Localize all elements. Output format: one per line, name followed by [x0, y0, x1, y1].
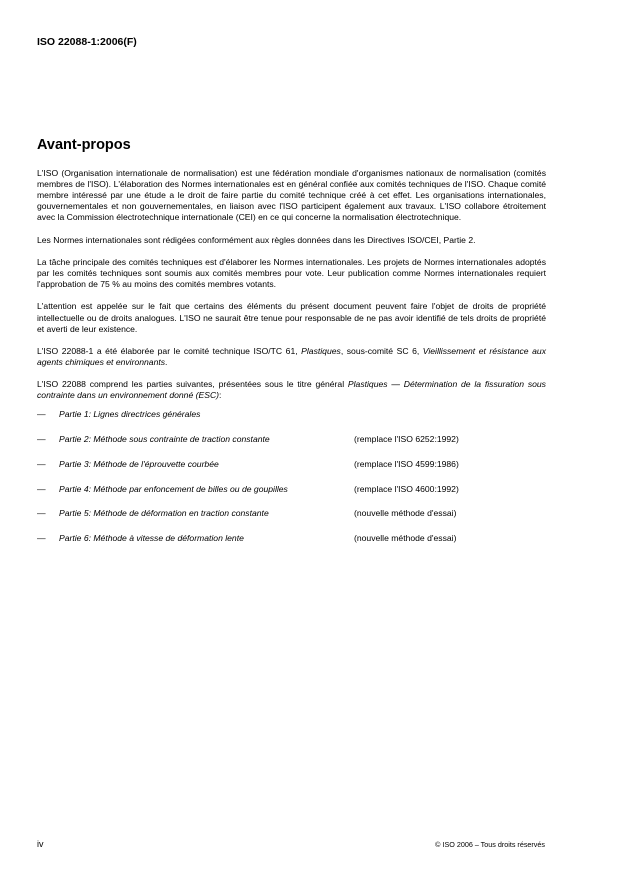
prepared-by-text: L'ISO 22088-1 a été élaborée par le comité technique ISO/TC 61, [37, 345, 302, 356]
list-dash: — [37, 532, 46, 543]
paragraph-patent-rights: L'attention est appelée sur le fait que certains des éléments du présent document peuvent faire l'objet de droits de propriété intellectuelle ou de droits analogues. L'ISO ne saurait être tenue pour responsable de ne pas avoir identifié de tels droits de propriété et averti de leur existence. [37, 301, 546, 334]
list-item [37, 508, 546, 520]
paragraph-prepared-by [37, 346, 546, 368]
subcommittee-name: Vieillissement et résistance aux agents chimiques et environnants [37, 345, 546, 367]
list-item [37, 409, 546, 421]
document-id: ISO 22088-1:2006(F) [37, 36, 137, 48]
copyright-notice: © ISO 2006 – Tous droits réservés [435, 840, 545, 849]
page-title: Avant-propos [37, 137, 131, 153]
subcommittee-text: , sous-comité SC 6, [340, 345, 423, 356]
paragraph-directives: Les Normes internationales sont rédigées conformément aux règles données dans les Directives ISO/CEI, Partie 2. [37, 234, 476, 245]
part-note: (remplace l'ISO 6252:1992) [354, 434, 459, 445]
paragraph-iso-organisation: L'ISO (Organisation internationale de normalisation) est une fédération mondiale d'organismes nationaux de normalisation (comités membres de l'ISO). L'élaboration des Normes internationales est en général confiée aux comités techniques de l'ISO. Chaque comité membre intéressé par une étude a le droit de faire partie du comité technique créé à cet effet. Les organisations internationales, gouvernementales et non gouvernementales, en liaison avec l'ISO participent également aux travaux. L'ISO collabore étroitement avec la Commission électrotechnique internationale (CEI) en ce qui concerne la normalisation électrotechnique. [37, 168, 546, 223]
list-item [37, 484, 546, 496]
parts-intro-end: : [219, 390, 222, 401]
paragraph-parts-intro [37, 379, 546, 401]
part-title: Partie 4: Méthode par enfoncement de billes ou de goupilles [59, 483, 288, 494]
part-note: (remplace l'ISO 4599:1986) [354, 458, 459, 469]
prepared-by-end: . [165, 356, 168, 367]
general-title: Plastiques — Détermination de la fissuration sous contrainte dans un environnement donné (ESC) [37, 379, 546, 401]
document-body [37, 168, 546, 558]
list-dash: — [37, 409, 46, 420]
parts-list [37, 409, 546, 544]
list-dash: — [37, 483, 46, 494]
committee-name: Plastiques [301, 345, 341, 356]
list-dash: — [37, 434, 46, 445]
list-item [37, 459, 546, 471]
part-note: (nouvelle méthode d'essai) [354, 508, 457, 519]
paragraph-technical-committees: La tâche principale des comités techniques est d'élaborer les Normes internationales. Les projets de Normes internationales adoptés par les comités techniques sont soumis aux comités membres pour vote. Leur publication comme Normes internationales requiert l'approbation de 75 % au moins des comités membres votants. [37, 256, 546, 290]
part-title: Partie 2: Méthode sous contrainte de traction constante [59, 434, 270, 445]
part-title: Partie 6: Méthode à vitesse de déformation lente [59, 532, 244, 543]
list-dash: — [37, 508, 46, 519]
list-item [37, 533, 546, 545]
list-dash: — [37, 458, 46, 469]
part-title: Partie 3: Méthode de l'éprouvette courbée [59, 458, 219, 469]
part-title: Partie 1: Lignes directrices générales [59, 409, 201, 420]
part-note: (nouvelle méthode d'essai) [354, 532, 457, 543]
list-item [37, 434, 546, 446]
page-number: iv [37, 839, 44, 849]
parts-intro-text: L'ISO 22088 comprend les parties suivantes, présentées sous le titre général [37, 379, 348, 390]
part-title: Partie 5: Méthode de déformation en traction constante [59, 508, 269, 519]
part-note: (remplace l'ISO 4600:1992) [354, 483, 459, 494]
